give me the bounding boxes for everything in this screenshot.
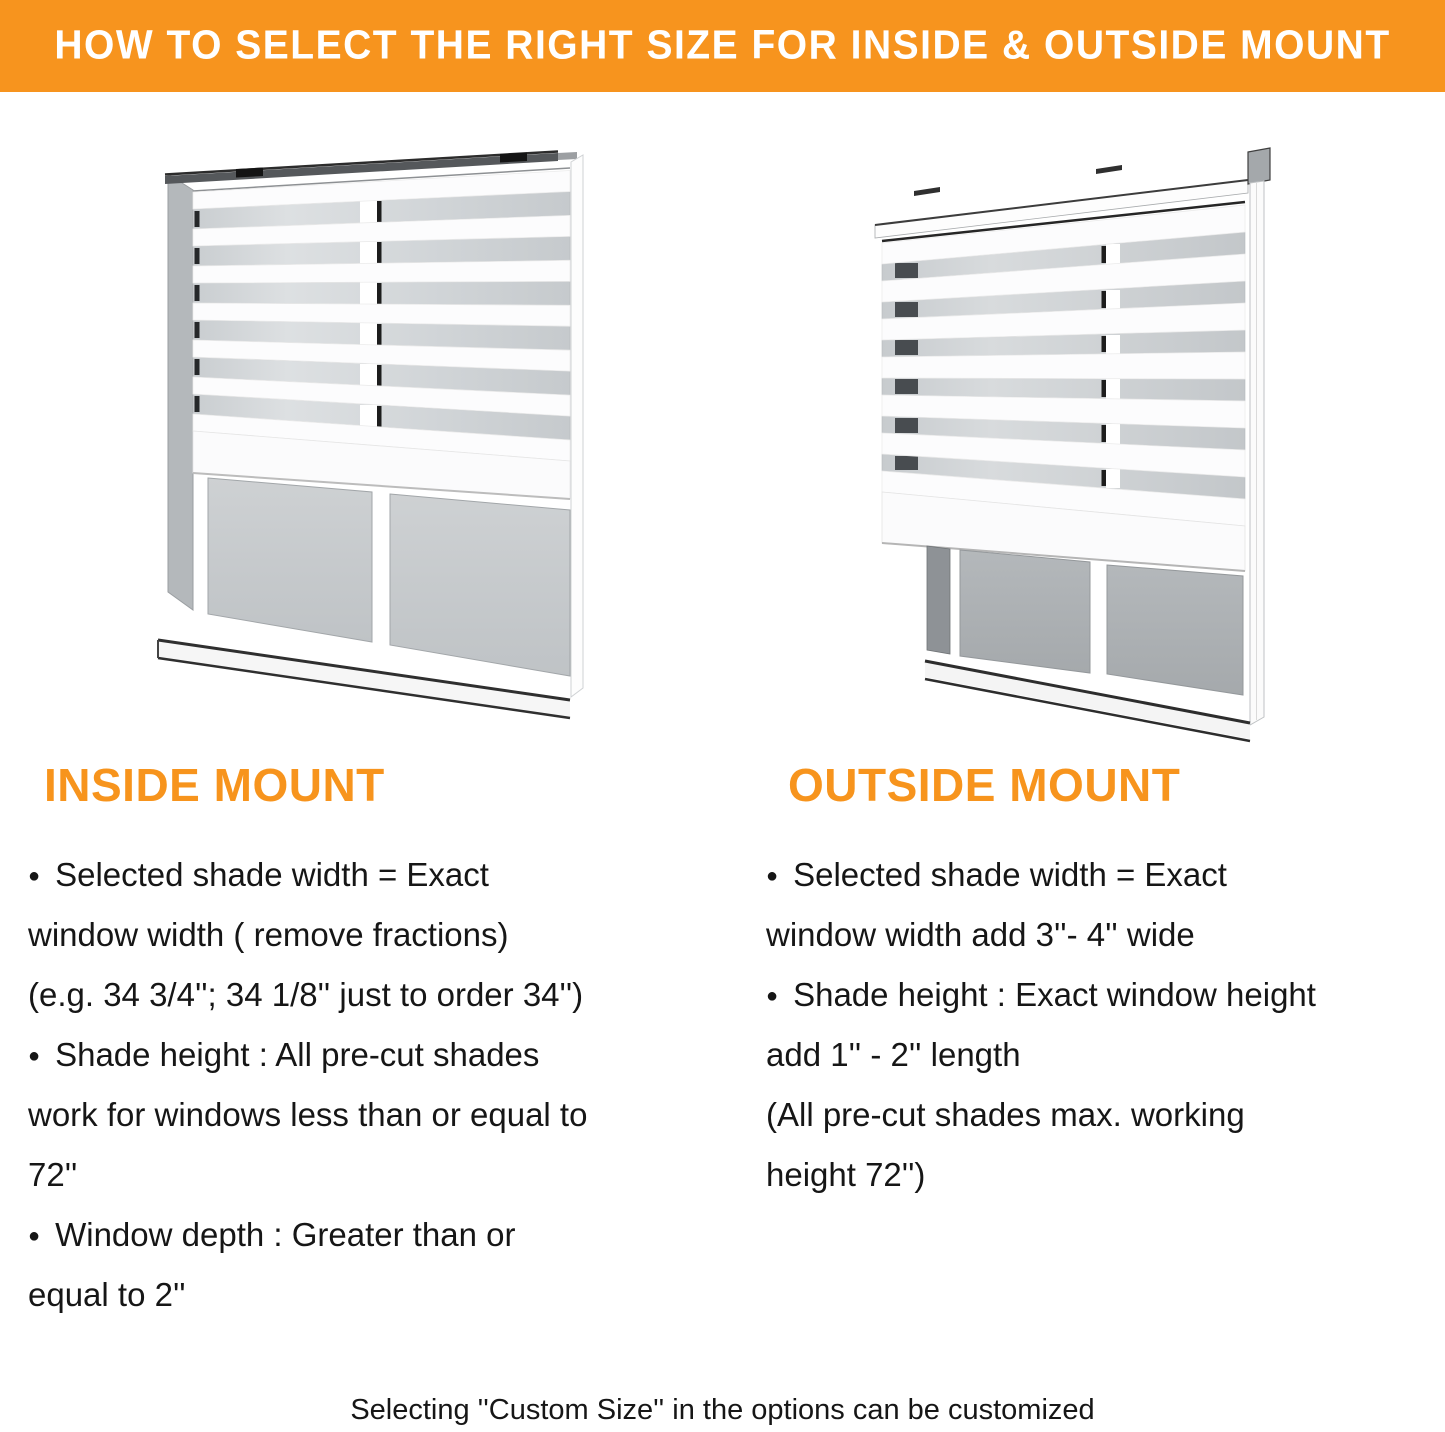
bullet-dot: ●: [766, 985, 779, 1007]
wall-screw-mark-icon: [914, 187, 940, 196]
bullet-dot: ●: [766, 865, 779, 887]
line-text: height 72''): [766, 1156, 926, 1193]
bullet-dot: ●: [28, 1225, 41, 1247]
inside-mount-heading: INSIDE MOUNT: [44, 759, 385, 811]
text-line: [28, 905, 738, 965]
banner-title: HOW TO SELECT THE RIGHT SIZE FOR INSIDE & OUTSIDE MOUNT: [54, 22, 1391, 69]
line-text: window width add 3''- 4'' wide: [766, 916, 1195, 953]
mount-bracket-icon: [500, 153, 527, 163]
outside-mount-illustration: [870, 125, 1310, 790]
text-line: [766, 1145, 1436, 1205]
text-line: [28, 965, 738, 1025]
line-text: (e.g. 34 3/4''; 34 1/8'' just to order 34''): [28, 976, 584, 1013]
window-glass-panes: [960, 550, 1243, 695]
footer-note: Selecting ''Custom Size'' in the options can be customized: [350, 1394, 1095, 1426]
line-text: 72'': [28, 1156, 78, 1193]
frame-right-jamb: [571, 155, 583, 697]
text-line: [28, 1145, 738, 1205]
outside-mount-heading: OUTSIDE MOUNT: [788, 759, 1181, 811]
line-text: work for windows less than or equal to: [28, 1096, 588, 1133]
text-line: [28, 1205, 738, 1265]
line-text: Shade height : Exact window height: [793, 976, 1316, 1013]
text-line: [766, 1085, 1436, 1145]
line-text: (All pre-cut shades max. working: [766, 1096, 1245, 1133]
line-text: add 1'' - 2'' length: [766, 1036, 1021, 1073]
outside-mount-lines: [766, 845, 1436, 1205]
text-line: [28, 1265, 738, 1325]
text-line: [766, 845, 1436, 905]
mount-bracket-icon: [236, 168, 263, 178]
inside-mount-illustration: [150, 140, 630, 760]
window-glass-panes: [208, 478, 570, 676]
text-line: [28, 1085, 738, 1145]
end-cap: [1248, 148, 1270, 184]
window-left-jamb: [927, 546, 950, 654]
line-text: Selected shade width = Exact: [793, 856, 1227, 893]
text-line: [766, 1025, 1436, 1085]
wall-screw-mark-icon: [1096, 165, 1122, 174]
text-line: [766, 965, 1436, 1025]
window-frame-left-reveal: [168, 174, 193, 610]
line-text: Shade height : All pre-cut shades: [55, 1036, 540, 1073]
window-right-jamb: [1250, 181, 1264, 725]
text-line: [28, 845, 738, 905]
banner: [0, 0, 1445, 92]
line-text: equal to 2'': [28, 1276, 186, 1313]
bullet-dot: ●: [28, 865, 41, 887]
inside-mount-lines: [28, 845, 738, 1325]
bullet-dot: ●: [28, 1045, 41, 1067]
text-line: [766, 905, 1436, 965]
line-text: window width ( remove fractions): [28, 916, 509, 953]
line-text: Selected shade width = Exact: [55, 856, 489, 893]
text-line: [28, 1025, 738, 1085]
line-text: Window depth : Greater than or: [55, 1216, 516, 1253]
